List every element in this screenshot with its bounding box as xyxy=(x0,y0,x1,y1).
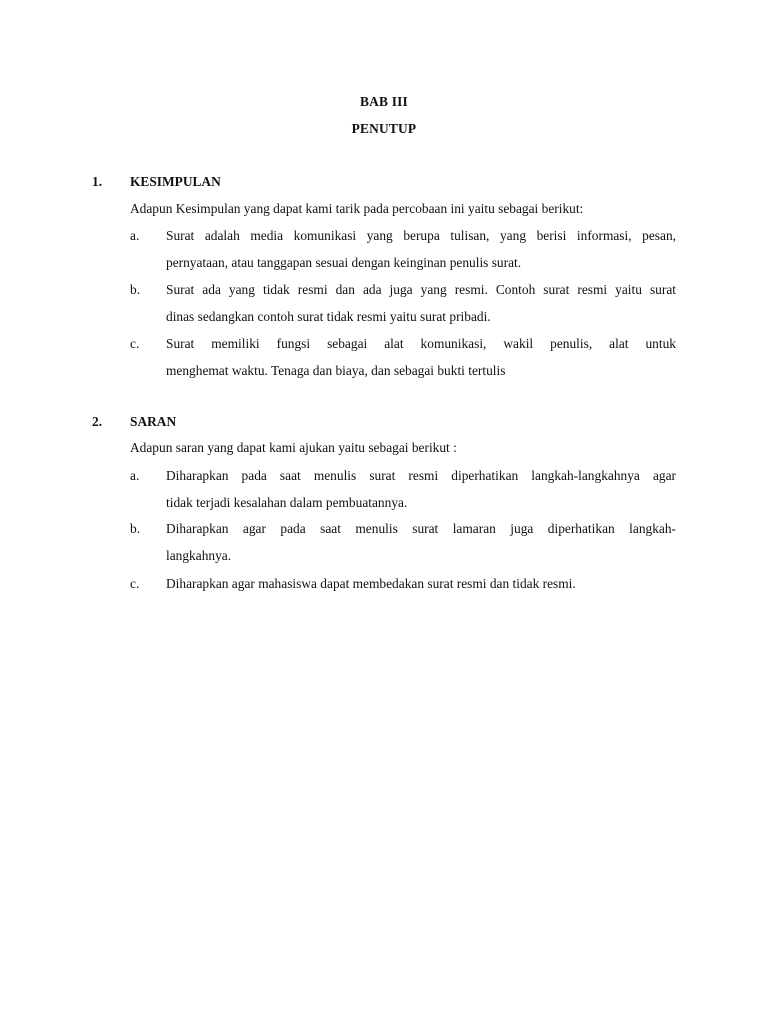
list-item-marker: b. xyxy=(130,282,141,297)
section-intro: Adapun Kesimpulan yang dapat kami tarik pada percobaan ini yaitu sebagai berikut: xyxy=(130,201,584,216)
list-item xyxy=(166,570,676,597)
list-item-marker: a. xyxy=(130,468,140,483)
list-item xyxy=(166,276,676,330)
list-item-line: langkahnya. xyxy=(166,548,232,563)
list-item-marker: b. xyxy=(130,521,141,536)
list-item-line: Surat ada yang tidak resmi dan ada juga yang resmi. Contoh surat resmi yaitu surat xyxy=(166,282,676,297)
list-item xyxy=(166,462,676,516)
chapter-title: PENUTUP xyxy=(351,121,417,136)
list-item-marker: a. xyxy=(130,228,140,243)
section-title: SARAN xyxy=(130,414,177,429)
list-item-line: dinas sedangkan contoh surat tidak resmi yaitu surat pribadi. xyxy=(166,309,491,324)
section-title: KESIMPULAN xyxy=(130,174,221,189)
list-item-line: Diharapkan agar pada saat menulis surat lamaran juga diperhatikan langkah- xyxy=(166,521,676,536)
list-item-line: tidak terjadi kesalahan dalam pembuatannya. xyxy=(166,495,408,510)
list-item-marker: c. xyxy=(130,336,140,351)
list-item-marker: c. xyxy=(130,576,140,591)
list-item xyxy=(166,222,676,276)
list-item-line: pernyataan, atau tanggapan sesuai dengan keinginan penulis surat. xyxy=(166,255,522,270)
list-item xyxy=(166,515,676,569)
list-item xyxy=(166,330,676,384)
section-intro: Adapun saran yang dapat kami ajukan yaitu sebagai berikut : xyxy=(130,440,457,455)
list-item-line: menghemat waktu. Tenaga dan biaya, dan sebagai bukti tertulis xyxy=(166,363,506,378)
list-item-line: Diharapkan agar mahasiswa dapat membedakan surat resmi dan tidak resmi. xyxy=(166,576,576,591)
section-number: 1. xyxy=(92,174,103,189)
chapter-label: BAB III xyxy=(360,94,408,109)
section-number: 2. xyxy=(92,414,103,429)
list-item-line: Diharapkan pada saat menulis surat resmi diperhatikan langkah-langkahnya agar xyxy=(166,468,676,483)
list-item-line: Surat adalah media komunikasi yang berupa tulisan, yang berisi informasi, pesan, xyxy=(166,228,676,243)
list-item-line: Surat memiliki fungsi sebagai alat komunikasi, wakil penulis, alat untuk xyxy=(166,336,676,351)
